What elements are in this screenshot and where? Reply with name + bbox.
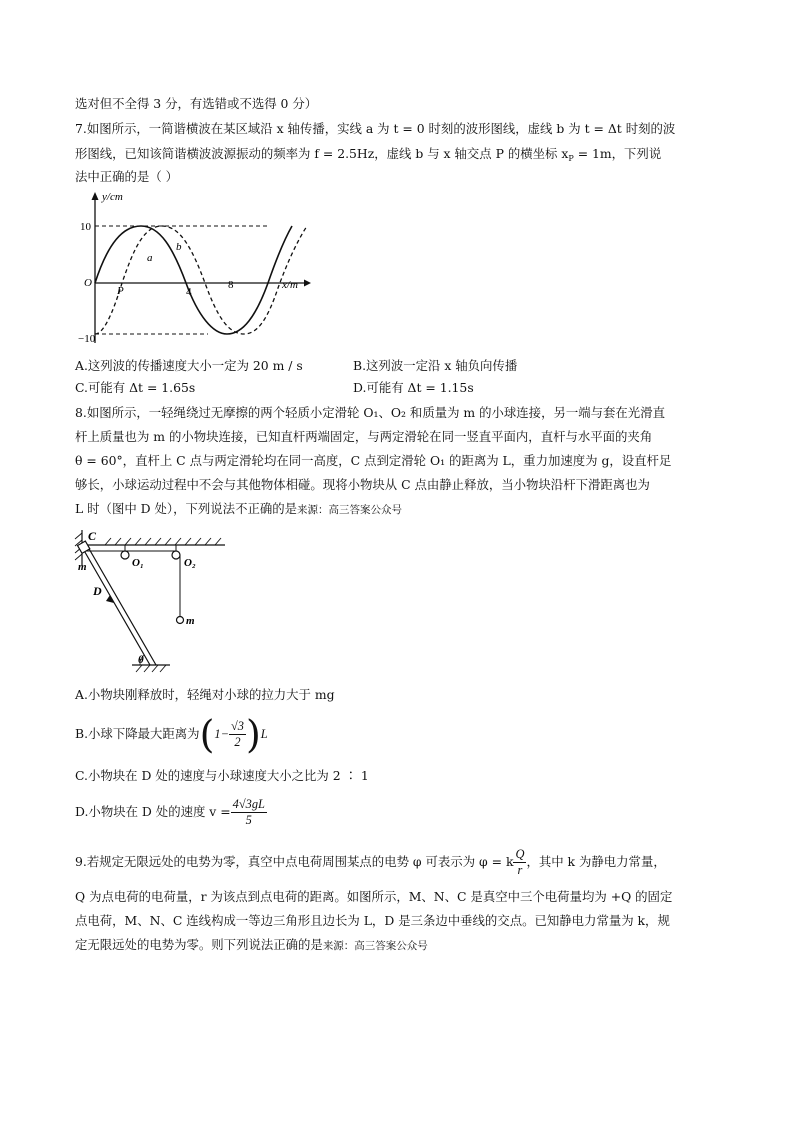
q8-line-3: θ = 60°，直杆上 C 点与两定滑轮均在同一高度，C 点到定滑轮 O₁ 的距离为 L，重力加速度为 g，设直杆足 bbox=[75, 453, 672, 468]
q8-line-2: 杆上质量也为 m 的小物块连接，已知直杆两端固定，与两定滑轮在同一竖直平面内，直杆与水平面的夹角 bbox=[75, 429, 653, 444]
label-m-ball: m bbox=[186, 615, 195, 627]
q7-option-c: C.可能有 Δt = 1.65s bbox=[75, 380, 196, 395]
q8-option-b: B.小球下降最大距离为(1− $\frac{√3}{2}$ )L bbox=[75, 712, 268, 757]
wave-b-dashed-curve bbox=[95, 226, 307, 334]
q8-line-4: 够长，小球运动过程中不会与其他物体相碰。现将小物块从 C 点由静止释放，当小物块沿杆下滑距离也为 bbox=[75, 477, 650, 492]
pulley-o2-icon bbox=[172, 551, 180, 559]
q7-line-1: 7.如图所示，一简谐横波在某区域沿 x 轴传播，实线 a 为 t = 0 时刻的波形图线，虚线 b 为 t = Δt 时刻的波 bbox=[75, 121, 676, 136]
wave-b-label: b bbox=[176, 241, 182, 253]
label-m-block: m bbox=[78, 561, 87, 573]
label-o1: O₁ bbox=[132, 557, 144, 569]
origin-label: O bbox=[84, 277, 92, 289]
x-tick-8: 8 bbox=[228, 279, 234, 291]
point-p-label: P bbox=[117, 285, 124, 297]
q9-source-note: 来源：高三答案公众号 bbox=[322, 940, 428, 952]
q8-source-note: 来源：高三答案公众号 bbox=[297, 504, 403, 516]
q7-line-3: 法中正确的是（ ） bbox=[75, 169, 179, 184]
label-c: C bbox=[88, 529, 97, 543]
x-axis-label: x/m bbox=[282, 279, 298, 291]
q8-line-5: L 时（图中 D 处），下列说法不正确的是来源：高三答案公众号 bbox=[75, 501, 403, 516]
q9-line-3: 点电荷，M、N、C 连线构成一等边三角形且边长为 L，D 是三条边中垂线的交点。已知静电力常量为 k，规 bbox=[75, 913, 670, 928]
wave-a-label: a bbox=[147, 252, 153, 264]
label-o2: O₂ bbox=[184, 557, 196, 569]
q7-option-d: D.可能有 Δt = 1.15s bbox=[353, 380, 474, 395]
ball-m-icon bbox=[177, 617, 184, 624]
q9-line-2: Q 为点电荷的电荷量，r 为该点到点电荷的距离。如图所示，M、N、C 是真空中三个电荷量均为 +Q 的固定 bbox=[75, 889, 673, 904]
x-tick-4: 4 bbox=[186, 286, 192, 298]
q9-line-4: 定无限远处的电势为零。则下列说法正确的是来源：高三答案公众号 bbox=[75, 937, 428, 952]
previous-instructions: 选对但不全得 3 分，有选错或不选得 0 分） bbox=[75, 96, 318, 111]
q8-option-c: C.小物块在 D 处的速度与小球速度大小之比为 2 ∶ 1 bbox=[75, 768, 369, 783]
q8-option-d: D.小物块在 D 处的速度 v = $\frac{4√3gL}{5}$ bbox=[75, 797, 265, 827]
label-d: D bbox=[93, 584, 102, 598]
q7-option-a: A.这列波的传播速度大小一定为 20 m / s bbox=[75, 358, 303, 373]
y-axis-label: y/cm bbox=[102, 191, 123, 203]
q7-option-b: B.这列波一定沿 x 轴负向传播 bbox=[353, 358, 518, 373]
q7-wave-figure bbox=[78, 188, 318, 348]
label-theta: θ bbox=[138, 654, 144, 666]
wave-a-solid-curve bbox=[95, 226, 292, 334]
q8-line-1: 8.如图所示，一轻绳绕过无摩擦的两个轻质小定滑轮 O₁、O₂ 和质量为 m 的小球连接，另一端与套在光滑直 bbox=[75, 405, 665, 420]
y-tick-bottom: −10 bbox=[78, 333, 96, 345]
q9-line-1: 9.若规定无限远处的电势为零，真空中点电荷周围某点的电势 φ 可表示为 φ = k $\frac{Q}{r}$ ，其中 k 为静电力常量， bbox=[75, 847, 666, 877]
q8-pulley-figure bbox=[70, 525, 260, 675]
pulley-o1-icon bbox=[121, 551, 129, 559]
y-tick-top: 10 bbox=[80, 221, 91, 233]
q7-line-2: 形图线，已知该简谐横波波源振动的频率为 f = 2.5Hz，虚线 b 与 x 轴交点 P 的横坐标 $x_P = 1m$，下列说 bbox=[75, 146, 662, 163]
q8-option-a: A.小物块刚释放时，轻绳对小球的拉力大于 mg bbox=[75, 687, 335, 702]
